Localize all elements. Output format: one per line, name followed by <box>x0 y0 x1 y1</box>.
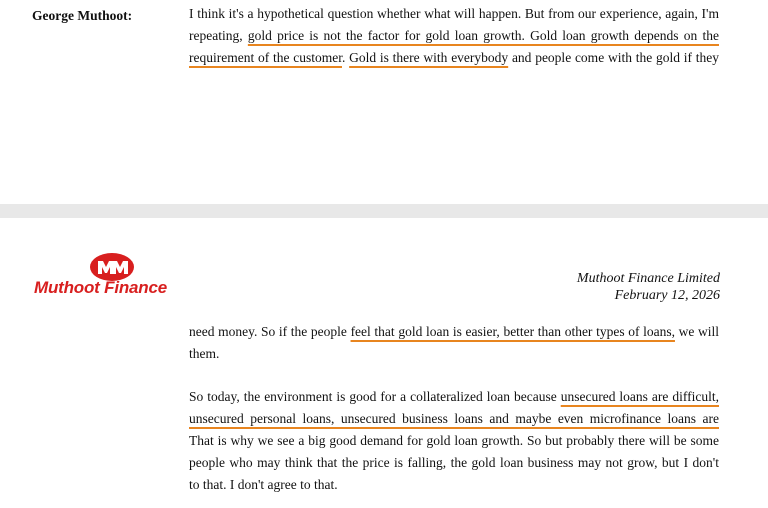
text-line: So today, the environment is good for a collateralized loan because unsecured loans are difficult, <box>189 389 719 404</box>
transcript-page-top <box>0 0 768 204</box>
text-line: repeating, gold price is not the factor for gold loan growth. Gold loan growth depends on the <box>189 28 719 43</box>
speaker-name: George Muthoot: <box>32 8 133 23</box>
text-line: to that. I don't agree to that. <box>189 477 338 492</box>
document-date: February 12, 2026 <box>614 288 720 303</box>
paragraph <box>189 321 719 365</box>
text-line: need money. So if the people feel that gold loan is easier, better than other types of loans, we will <box>189 324 719 339</box>
document-header <box>577 270 720 304</box>
text-line: people who may think that the price is falling, the gold loan business may not grow, but I don't <box>189 455 719 470</box>
paragraph <box>189 386 719 496</box>
text-line: I think it's a hypothetical question whether what will happen. But from our experience, again, I'm <box>189 6 719 21</box>
highlighted-text: unsecured loans are difficult, <box>560 389 719 404</box>
text-line: That is why we see a big good demand for gold loan growth. So but probably there will be some <box>189 433 719 448</box>
speaker-answer <box>189 3 719 69</box>
company-logo <box>34 252 194 302</box>
text-line <box>189 408 719 430</box>
highlighted-text: Gold is there with everybody <box>349 50 509 65</box>
transcript-page-bottom <box>0 218 768 508</box>
highlighted-text: gold price is not the factor for gold loan growth. Gold loan growth depends on the <box>247 28 719 43</box>
text-line: requirement of the customer. Gold is there with everybody and people come with the gold if they <box>189 50 719 65</box>
logo-text: Muthoot Finance <box>34 278 167 297</box>
highlighted-text: feel that gold loan is easier, better than other types of loans, <box>350 324 675 339</box>
highlighted-text: unsecured personal loans, unsecured business loans and maybe even microfinance loans are <box>189 411 719 426</box>
company-name: Muthoot Finance Limited <box>576 271 720 286</box>
highlighted-text: requirement of the customer <box>189 50 342 65</box>
text-line: them. <box>189 346 220 361</box>
page-separator <box>0 204 768 218</box>
